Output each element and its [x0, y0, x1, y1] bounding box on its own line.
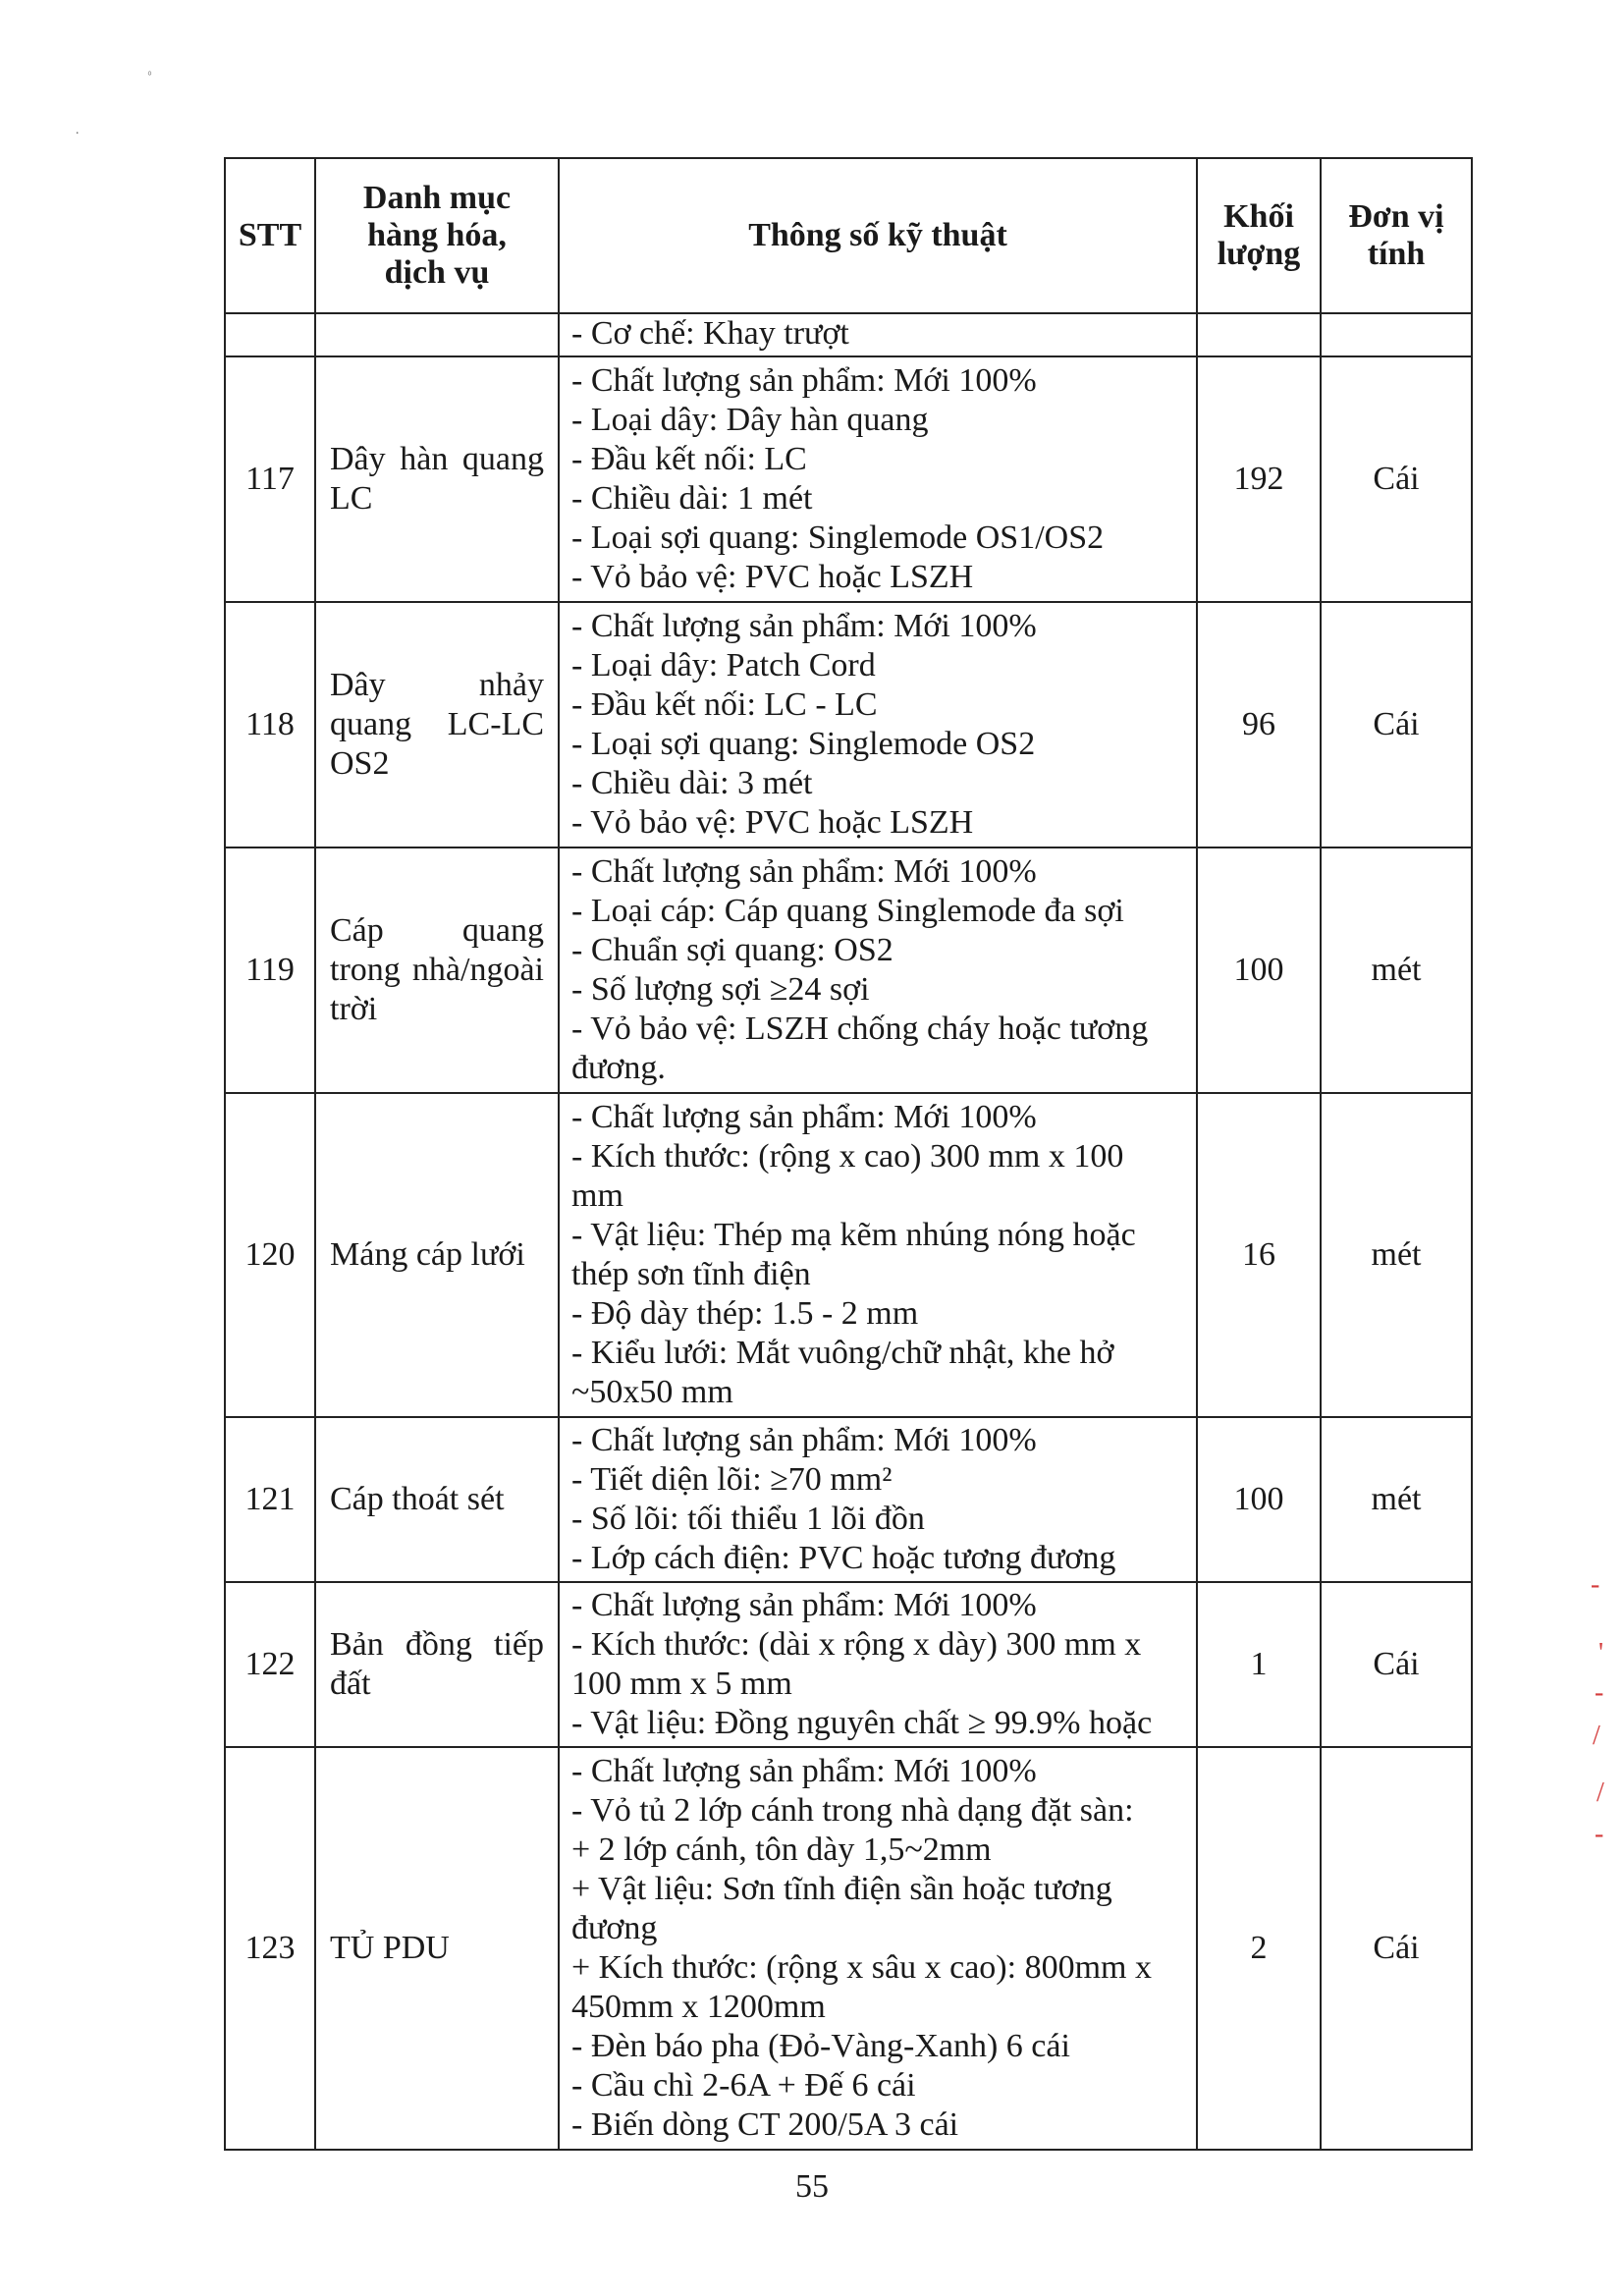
row-stt: 123 — [225, 1747, 315, 2150]
row-stt: 119 — [225, 847, 315, 1093]
row-specifications: - Chất lượng sản phẩm: Mới 100% - Kích thước: (dài x rộng x dày) 300 mm x 100 mm x 5 mm - Vật liệu: Đồng nguyên chất ≥ 99.9% hoặc — [559, 1582, 1197, 1747]
header-stt: STT — [225, 158, 315, 313]
row-item-name: TỦ PDU — [315, 1747, 559, 2150]
row-specifications: - Cơ chế: Khay trượt — [559, 313, 1197, 356]
header-quantity: Khối lượng — [1197, 158, 1321, 313]
table-row — [225, 1093, 1472, 1417]
header-unit: Đơn vị tính — [1321, 158, 1472, 313]
row-stt: 122 — [225, 1582, 315, 1747]
row-item-name: Bản đồng tiếp đất — [315, 1582, 559, 1747]
row-specifications: - Chất lượng sản phẩm: Mới 100% - Kích thước: (rộng x cao) 300 mm x 100 mm - Vật liệu: Thép mạ kẽm nhúng nóng hoặc thép sơn tĩnh điện - Độ dày thép: 1.5 - 2 mm - Kiểu lưới: Mắt vuông/chữ nhật, khe hở ~50x50 mm — [559, 1093, 1197, 1417]
row-unit: mét — [1321, 1417, 1472, 1582]
row-unit: Cái — [1321, 356, 1472, 602]
row-specifications: - Chất lượng sản phẩm: Mới 100% - Loại dây: Patch Cord - Đầu kết nối: LC - LC - Loại sợi quang: Singlemode OS2 - Chiều dài: 3 mét - Vỏ bảo vệ: PVC hoặc LSZH — [559, 602, 1197, 847]
margin-stamp-mark: - — [1595, 1819, 1604, 1849]
table-row — [225, 1582, 1472, 1747]
row-specifications: - Chất lượng sản phẩm: Mới 100% - Loại cáp: Cáp quang Singlemode đa sợi - Chuẩn sợi quang: OS2 - Số lượng sợi ≥24 sợi - Vỏ bảo vệ: LSZH chống cháy hoặc tương đương. — [559, 847, 1197, 1093]
row-specifications: - Chất lượng sản phẩm: Mới 100% - Tiết diện lõi: ≥70 mm² - Số lõi: tối thiểu 1 lõi đồn - Lớp cách điện: PVC hoặc tương đương — [559, 1417, 1197, 1582]
row-quantity: 2 — [1197, 1747, 1321, 2150]
row-quantity: 96 — [1197, 602, 1321, 847]
row-unit: Cái — [1321, 602, 1472, 847]
margin-stamp-mark: / — [1597, 1777, 1604, 1808]
row-item-name — [315, 313, 559, 356]
row-unit: mét — [1321, 1093, 1472, 1417]
table-row — [225, 847, 1472, 1093]
row-stt: 121 — [225, 1417, 315, 1582]
header-item-name: Danh mục hàng hóa, dịch vụ — [315, 158, 559, 313]
header-specifications: Thông số kỹ thuật — [559, 158, 1197, 313]
row-specifications: - Chất lượng sản phẩm: Mới 100% - Loại dây: Dây hàn quang - Đầu kết nối: LC - Chiều dài: 1 mét - Loại sợi quang: Singlemode OS1/OS2 - Vỏ bảo vệ: PVC hoặc LSZH — [559, 356, 1197, 602]
row-quantity — [1197, 313, 1321, 356]
margin-stamp-mark: - — [1595, 1677, 1604, 1708]
scan-speck: ˙ — [75, 130, 81, 146]
row-unit: Cái — [1321, 1747, 1472, 2150]
row-unit — [1321, 313, 1472, 356]
row-stt: 118 — [225, 602, 315, 847]
row-item-name: Cáp quang trong nhà/ngoài trời — [315, 847, 559, 1093]
table-header-row — [225, 158, 1472, 313]
row-item-name: Máng cáp lưới — [315, 1093, 559, 1417]
row-unit: mét — [1321, 847, 1472, 1093]
row-item-name: Dây nhảy quang LC-LC OS2 — [315, 602, 559, 847]
row-specifications: - Chất lượng sản phẩm: Mới 100% - Vỏ tủ 2 lớp cánh trong nhà dạng đặt sàn: + 2 lớp cánh, tôn dày 1,5~2mm + Vật liệu: Sơn tĩnh điện sần hoặc tương đương + Kích thước: (rộng x sâu x cao): 800mm x 450mm x 1200mm - Đèn báo pha (Đỏ-Vàng-Xanh) 6 cái - Cầu chì 2-6A + Đế 6 cái - Biến dòng CT 200/5A 3 cái — [559, 1747, 1197, 2150]
row-item-name: Cáp thoát sét — [315, 1417, 559, 1582]
page-number: 55 — [795, 2168, 829, 2205]
margin-stamp-mark: / — [1593, 1721, 1600, 1751]
row-stt: 117 — [225, 356, 315, 602]
margin-stamp-mark: - — [1591, 1569, 1600, 1600]
row-unit: Cái — [1321, 1582, 1472, 1747]
table-row — [225, 1417, 1472, 1582]
row-stt: 120 — [225, 1093, 315, 1417]
table-row — [225, 602, 1472, 847]
row-quantity: 16 — [1197, 1093, 1321, 1417]
scan-speck: ﾟ — [147, 72, 156, 88]
table-row-continued — [225, 313, 1472, 356]
row-quantity: 100 — [1197, 1417, 1321, 1582]
row-item-name: Dây hàn quang LC — [315, 356, 559, 602]
row-quantity: 1 — [1197, 1582, 1321, 1747]
row-stt — [225, 313, 315, 356]
row-quantity: 100 — [1197, 847, 1321, 1093]
table-row — [225, 1747, 1472, 2150]
margin-stamp-mark: ' — [1598, 1638, 1604, 1668]
row-quantity: 192 — [1197, 356, 1321, 602]
goods-spec-table — [224, 157, 1473, 2151]
table-row — [225, 356, 1472, 602]
